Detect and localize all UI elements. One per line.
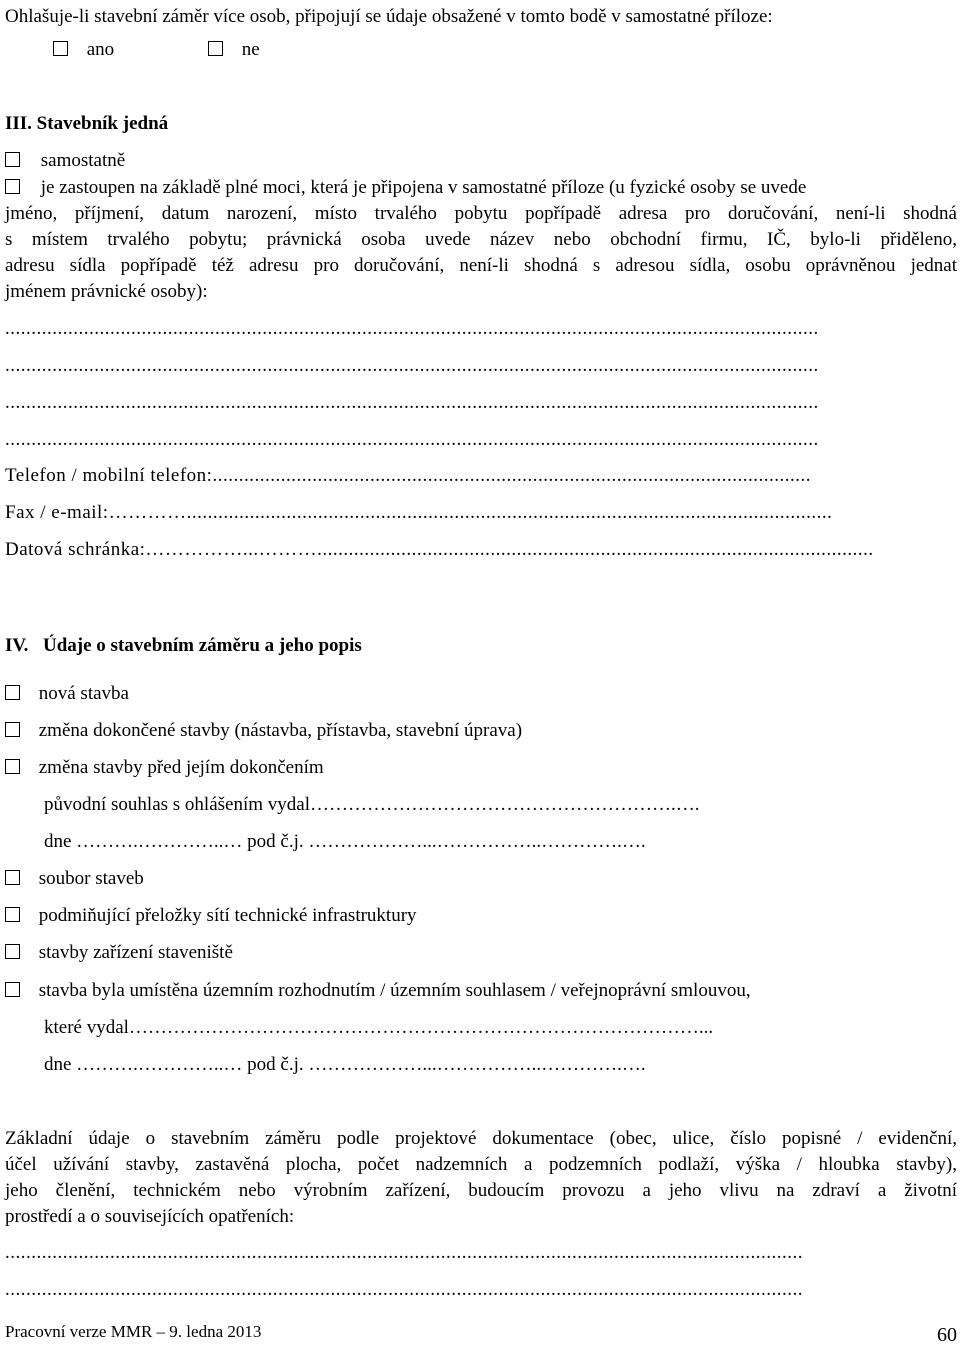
fax-email-dots[interactable]: …………........................................................................................................................... — [108, 503, 833, 522]
basic-info-line-3: jeho členění, technickém nebo výrobním zařízení, budoucím provozu a jeho vlivu na zdraví a životní — [5, 1180, 957, 1201]
checkbox-represented[interactable] — [5, 179, 20, 194]
fill-line[interactable]: ........................................................................................................................................................... — [5, 430, 819, 449]
yes-option[interactable] — [53, 40, 114, 59]
option-change-completed-label: změna dokončené stavby (nástavba, přístavba, stavební úprava) — [38, 720, 523, 741]
option-network-relocation[interactable] — [5, 906, 417, 925]
represented-text-line-5: jménem právnické osoby): — [5, 281, 208, 302]
option-new-build-label: nová stavba — [38, 683, 129, 704]
represented-text-line-4: adresu sídla popřípadě též adresu pro doručování, není-li shodná s adresou sídla, osobu oprávněnou jednat — [5, 255, 957, 276]
databox-field[interactable] — [5, 540, 957, 559]
phone-field[interactable] — [5, 466, 957, 485]
fill-line[interactable]: ........................................................................................................................................................ — [5, 1280, 803, 1299]
fill-line[interactable]: ........................................................................................................................................................... — [5, 356, 819, 375]
phone-label: Telefon / mobilní telefon: — [5, 466, 213, 485]
checkbox-new-build[interactable] — [5, 685, 20, 700]
option-site-facilities-label: stavby zařízení staveniště — [38, 942, 233, 963]
fill-line[interactable]: ........................................................................................................................................................ — [5, 1243, 803, 1262]
option-set-of-buildings[interactable] — [5, 869, 144, 888]
checkbox-site-facilities[interactable] — [5, 944, 20, 959]
no-label: ne — [241, 39, 260, 60]
date-reference-field[interactable]: dne ……….…………..… pod č.j. ………………...……………..………….…. — [44, 1054, 646, 1075]
option-placed[interactable] — [5, 981, 751, 1000]
basic-info-line-2: účel užívání stavby, zastavěná plocha, počet nadzemních a podzemních podlaží, výška / hloubka stavby), — [5, 1154, 957, 1175]
checkbox-alone[interactable] — [5, 152, 20, 167]
databox-label: Datová schránka: — [5, 540, 146, 559]
option-represented-label: je zastoupen na základě plné moci, která je připojena v samostatné příloze (u fyzické osoby se uvede — [40, 177, 807, 198]
checkbox-yes[interactable] — [53, 41, 68, 56]
databox-dots[interactable]: ……………...……….......................................................................................................... — [145, 540, 874, 559]
option-change-before-label: změna stavby před jejím dokončením — [38, 757, 324, 778]
section-4-heading — [5, 636, 362, 655]
option-network-relocation-label: podmiňující přeložky sítí technické infrastruktury — [38, 905, 417, 926]
page-number: 60 — [937, 1324, 957, 1346]
checkbox-network-relocation[interactable] — [5, 907, 20, 922]
date-reference-field[interactable]: dne ……….…………..… pod č.j. ………………...……………..………….…. — [44, 831, 646, 852]
footer-version: Pracovní verze MMR – 9. ledna 2013 — [5, 1322, 262, 1341]
original-consent-field[interactable]: původní souhlas s ohlášením vydal………………………………………………….…. — [44, 794, 700, 815]
option-change-completed[interactable] — [5, 721, 522, 740]
yes-label: ano — [86, 39, 115, 60]
no-option[interactable] — [208, 40, 260, 59]
checkbox-change-completed[interactable] — [5, 722, 20, 737]
basic-info-line-4: prostředí a o souvisejících opatřeních: — [5, 1206, 295, 1227]
checkbox-placed[interactable] — [5, 982, 20, 997]
option-placed-label: stavba byla umístěna územním rozhodnutím / územním souhlasem / veřejnoprávní smlouvou, — [38, 980, 751, 1001]
fill-line[interactable]: ........................................................................................................................................................... — [5, 319, 819, 338]
fax-email-field[interactable] — [5, 503, 957, 522]
checkbox-set-of-buildings[interactable] — [5, 870, 20, 885]
issued-by-field[interactable]: které vydal………………………………………………………………………………... — [44, 1017, 714, 1038]
represented-text-line-2: jméno, příjmení, datum narození, místo trvalého pobytu popřípadě adresa pro doručování, není-li shodná — [5, 203, 957, 224]
section-4-number: IV. — [5, 635, 29, 656]
option-set-of-buildings-label: soubor staveb — [38, 868, 144, 889]
option-site-facilities[interactable] — [5, 943, 233, 962]
section-4-title: Údaje o stavebním záměru a jeho popis — [43, 635, 362, 656]
option-new-build[interactable] — [5, 684, 129, 703]
phone-dots[interactable]: .................................................................................................................. — [212, 466, 811, 485]
option-alone-label: samostatně — [40, 150, 126, 171]
represented-text-line-3: s místem trvalého pobytu; právnická osoba uvede název nebo obchodní firmu, IČ, bylo-li přiděleno, — [5, 229, 957, 250]
checkbox-no[interactable] — [208, 41, 223, 56]
fax-email-label: Fax / e-mail: — [5, 503, 109, 522]
option-alone[interactable] — [5, 151, 125, 170]
joint-intent-question: Ohlašuje-li stavební záměr více osob, připojují se údaje obsažené v tomto bodě v samostatné příloze: — [5, 6, 773, 27]
option-represented[interactable] — [5, 178, 806, 197]
section-3-heading: III. Stavebník jedná — [5, 113, 169, 134]
option-change-before[interactable] — [5, 758, 324, 777]
basic-info-line-1: Základní údaje o stavebním záměru podle projektové dokumentace (obec, ulice, číslo popisné / evidenční, — [5, 1128, 957, 1149]
fill-line[interactable]: ........................................................................................................................................................... — [5, 393, 819, 412]
checkbox-change-before[interactable] — [5, 759, 20, 774]
